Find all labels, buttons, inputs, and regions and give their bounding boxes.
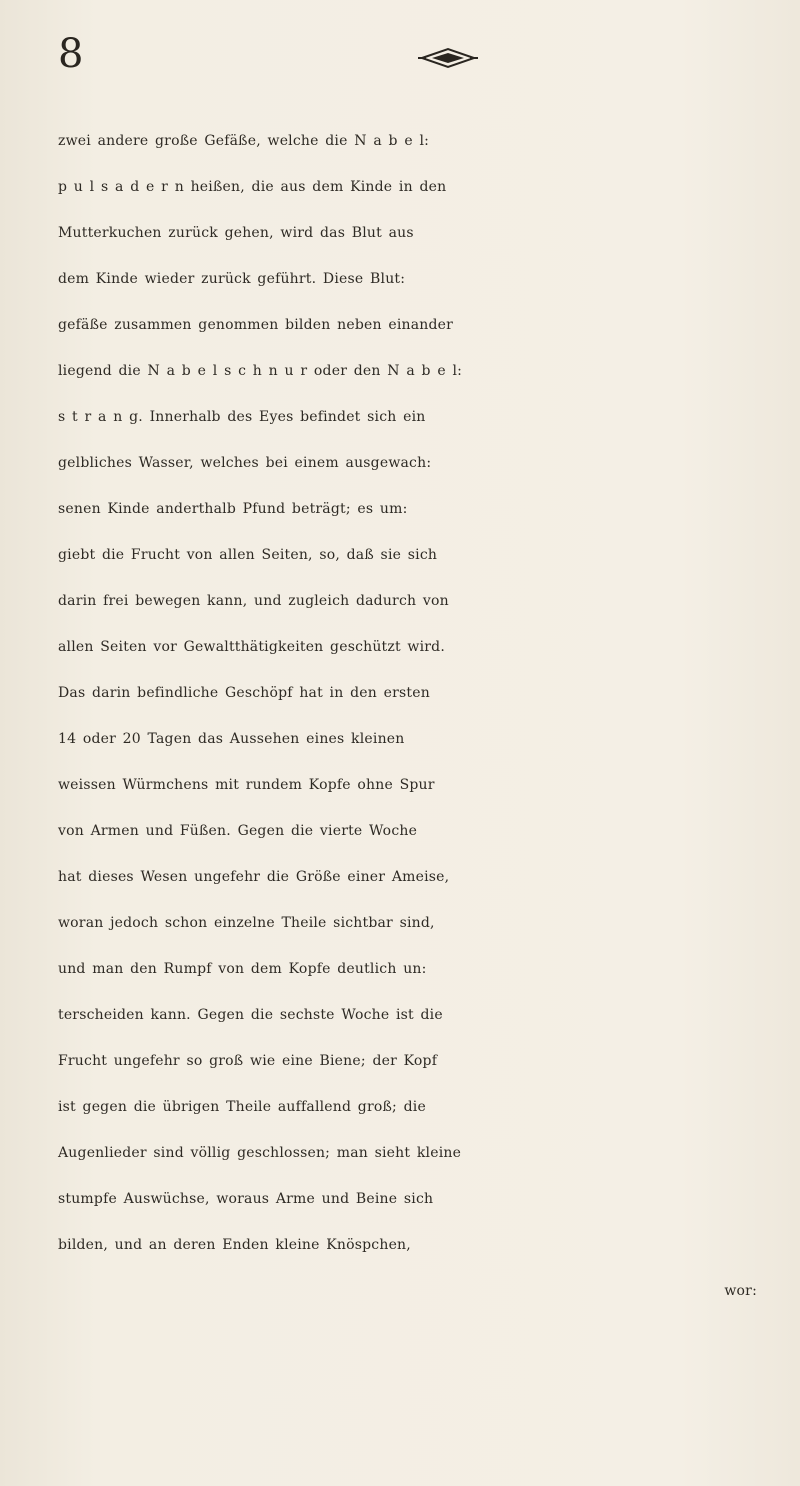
diamond-ornament-icon bbox=[418, 46, 478, 70]
text-line: Das darin befindliche Geschöpf hat in den ersten bbox=[58, 685, 430, 701]
text-line: hat dieses Wesen ungefehr die Größe einer Ameise, bbox=[58, 869, 450, 885]
text-line: Augenlieder sind völlig geschlossen; man sieht kleine bbox=[58, 1145, 462, 1161]
text-line: giebt die Frucht von allen Seiten, so, daß sie sich bbox=[58, 547, 438, 563]
text-line: von Armen und Füßen. Gegen die vierte Woche bbox=[58, 823, 418, 839]
text-line: stumpfe Auswüchse, woraus Arme und Beine sich bbox=[58, 1191, 434, 1207]
text-line: Frucht ungefehr so groß wie eine Biene; der Kopf bbox=[58, 1053, 438, 1069]
text-line: gelbliches Wasser, welches bei einem ausgewach: bbox=[58, 455, 432, 471]
text-line: gefäße zusammen genommen bilden neben einander bbox=[58, 317, 454, 333]
catchword: wor: bbox=[724, 1283, 757, 1299]
text-line: zwei andere große Gefäße, welche die N a b e l: bbox=[58, 133, 430, 149]
text-line: liegend die N a b e l s c h n u r oder den N a b e l: bbox=[58, 363, 463, 379]
text-line: p u l s a d e r n heißen, die aus dem Kinde in den bbox=[58, 179, 447, 195]
text-line: s t r a n g. Innerhalb des Eyes befindet sich ein bbox=[58, 409, 426, 425]
page-header bbox=[58, 30, 760, 90]
text-line: senen Kinde anderthalb Pfund beträgt; es um: bbox=[58, 501, 408, 517]
text-line: bilden, und an deren Enden kleine Knöspchen, bbox=[58, 1237, 411, 1253]
body-text bbox=[58, 118, 763, 1314]
text-line: weissen Würmchens mit rundem Kopfe ohne Spur bbox=[58, 777, 435, 793]
text-line: Mutterkuchen zurück gehen, wird das Blut aus bbox=[58, 225, 414, 241]
text-line: und man den Rumpf von dem Kopfe deutlich un: bbox=[58, 961, 427, 977]
text-line: allen Seiten vor Gewaltthätigkeiten geschützt wird. bbox=[58, 639, 445, 655]
text-line: terscheiden kann. Gegen die sechste Woche ist die bbox=[58, 1007, 443, 1023]
text-line: ist gegen die übrigen Theile auffallend groß; die bbox=[58, 1099, 426, 1115]
text-line: woran jedoch schon einzelne Theile sichtbar sind, bbox=[58, 915, 435, 931]
text-line: darin frei bewegen kann, und zugleich dadurch von bbox=[58, 593, 449, 609]
text-line: dem Kinde wieder zurück geführt. Diese Blut: bbox=[58, 271, 406, 287]
text-line: 14 oder 20 Tagen das Aussehen eines kleinen bbox=[58, 731, 405, 747]
page-number: 8 bbox=[58, 31, 84, 77]
